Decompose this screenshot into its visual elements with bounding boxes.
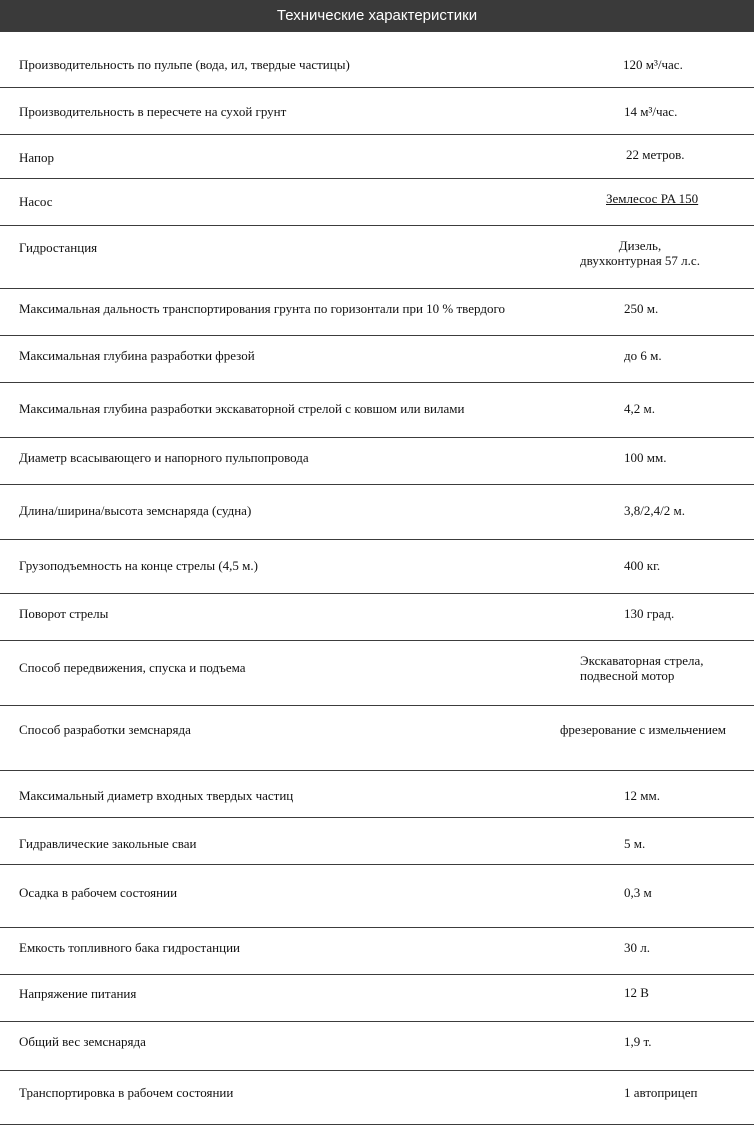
row-value: 130 град. — [624, 606, 675, 621]
row-value — [580, 653, 704, 683]
row-value-line: подвесной мотор — [580, 668, 675, 683]
row-label: Длина/ширина/высота земснаряда (судна) — [19, 503, 252, 518]
row-label: Максимальная глубина разработки экскаваторной стрелой с ковшом или вилами — [19, 401, 465, 416]
table-row — [0, 485, 754, 540]
row-value: 3,8/2,4/2 м. — [624, 503, 685, 518]
row-value: 400 кг. — [624, 558, 661, 573]
table-row — [0, 594, 754, 641]
table-row — [0, 928, 754, 975]
row-label: Насос — [19, 194, 53, 209]
table-row — [0, 438, 754, 485]
pump-link[interactable]: Землесос PA 150 — [606, 191, 699, 206]
header-title: Технические характеристики — [276, 7, 478, 24]
row-label: Поворот стрелы — [19, 606, 109, 621]
row-label: Максимальная глубина разработки фрезой — [19, 348, 255, 363]
row-value: 0,3 м — [624, 885, 652, 900]
row-label: Производительность по пульпе (вода, ил, твердые частицы) — [19, 57, 350, 72]
spec-table — [0, 31, 754, 1125]
table-row — [0, 135, 754, 179]
row-value — [570, 238, 710, 268]
row-value: 1 автоприцеп — [624, 1085, 698, 1100]
table-row — [0, 771, 754, 818]
table-row — [0, 31, 754, 88]
row-value: 4,2 м. — [624, 401, 655, 416]
row-value-line: Экскаваторная стрела, — [580, 653, 704, 668]
row-value: 22 метров. — [626, 147, 685, 162]
row-value: 1,9 т. — [624, 1034, 652, 1049]
row-value: 5 м. — [624, 836, 646, 851]
row-value-line: двухконтурная 57 л.с. — [580, 253, 700, 268]
table-row — [0, 818, 754, 865]
row-label: Способ разработки земснаряда — [19, 722, 191, 737]
row-label: Общий вес земснаряда — [19, 1034, 146, 1049]
row-value: 30 л. — [624, 940, 650, 955]
spec-table-header — [0, 0, 754, 31]
table-row — [0, 1022, 754, 1071]
row-label: Напряжение питания — [19, 986, 137, 1001]
table-row — [0, 289, 754, 336]
row-value: 12 В — [624, 985, 649, 1000]
row-value: 14 м³/час. — [624, 104, 678, 119]
table-row — [0, 336, 754, 383]
row-label: Напор — [19, 150, 54, 165]
table-row — [0, 706, 754, 771]
row-value — [606, 191, 698, 206]
row-label: Транспортировка в рабочем состоянии — [19, 1085, 234, 1100]
row-label: Способ передвижения, спуска и подъема — [19, 660, 246, 675]
row-value-line: Дизель, — [618, 238, 662, 253]
table-row — [0, 1071, 754, 1125]
row-label: Максимальный диаметр входных твердых частиц — [19, 788, 294, 803]
row-label: Производительность в пересчете на сухой грунт — [19, 104, 287, 119]
table-row — [0, 383, 754, 438]
row-label: Максимальная дальность транспортирования грунта по горизонтали при 10 % твердого — [19, 301, 505, 316]
row-value: 12 мм. — [624, 788, 660, 803]
row-value: 100 мм. — [624, 450, 667, 465]
row-label: Емкость топливного бака гидростанции — [19, 940, 240, 955]
row-value: до 6 м. — [624, 348, 662, 363]
row-label: Грузоподъемность на конце стрелы (4,5 м.) — [19, 558, 258, 573]
row-label: Гидростанция — [19, 240, 98, 255]
table-row — [0, 88, 754, 135]
table-row — [0, 179, 754, 226]
table-row — [0, 975, 754, 1022]
table-row — [0, 540, 754, 594]
table-row — [0, 641, 754, 706]
table-row — [0, 865, 754, 928]
row-value: 120 м³/час. — [623, 57, 683, 72]
row-value: 250 м. — [624, 301, 659, 316]
row-label: Диаметр всасывающего и напорного пульпопровода — [19, 450, 309, 465]
row-value: фрезерование с измельчением — [560, 722, 726, 737]
row-label: Гидравлические закольные сваи — [19, 836, 197, 851]
row-label: Осадка в рабочем состоянии — [19, 885, 178, 900]
table-row — [0, 226, 754, 289]
